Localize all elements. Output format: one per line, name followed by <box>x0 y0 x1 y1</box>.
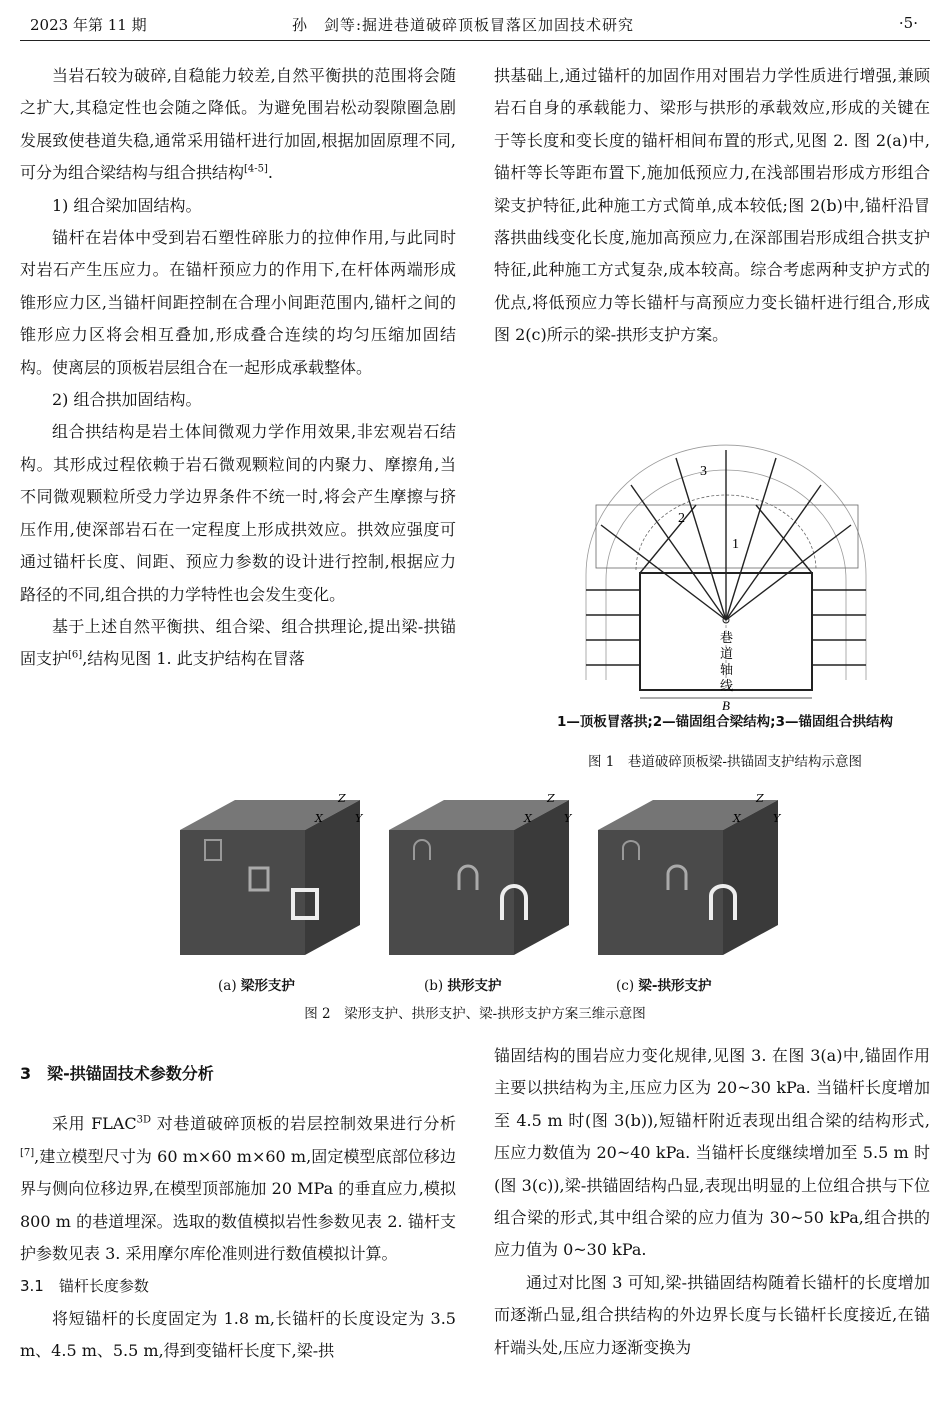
superscript: 3D <box>136 1115 151 1127</box>
subcaption-tag: (b) <box>424 978 444 994</box>
subcaption-label: 梁形支护 <box>240 978 295 994</box>
subsection-title: 3.1 锚杆长度参数 <box>20 1277 149 1296</box>
figure2-subcaption-b <box>424 974 501 994</box>
figure2-panel-a <box>175 790 375 960</box>
figure1-diagram <box>556 430 896 730</box>
subheading-beam: 1) 组合梁加固结构。 <box>52 195 202 215</box>
paragraph: 拱基础上,通过锚杆的加固作用对围岩力学性质进行增强,兼顾岩石自身的承载能力、梁形与拱形的承载效应,形成的关键在于等长度和变长度的锚杆相间布置的形式,见图 2. 图 2(a)中,锚杆等长等距布置下,施加低预应力,在浅部围岩形成方形组合梁支护特征,此种施工方式简单,成本较低;图 2(b)中,锚杆沿冒落拱曲线变化长度,施加高预应力,在深部围岩形成组合拱支护特征,此种施工方式复杂,成本较高。综合考虑两种支护方式的优点,将低预应力等长锚杆与高预应力变长锚杆进行组合,形成图 2(c)所示的梁-拱形支护方案。 <box>494 66 930 345</box>
axis-x-label: X <box>733 812 741 825</box>
paragraph: 锚固结构的围岩应力变化规律,见图 3. 在图 3(a)中,锚固作用主要以拱结构为主,压应力区为 20~30 kPa. 当锚杆长度增加至 4.5 m 时(图 3(b)),短锚杆附近表现出组合梁的结构形式,压应力数值为 20~40 kPa. 当锚杆长度继续增加至 5.5 m 时(图 3(c)),梁-拱锚固结构凸显,表现出明显的上位组合拱与下位组合梁的形式,其中组合梁的应力值为 30~50 kPa,组合拱的应力值为 0~30 kPa. <box>494 1046 930 1260</box>
paragraph <box>20 60 456 190</box>
journal-issue: 2023 年第 11 期 <box>30 16 147 34</box>
figure1-caption: 图 1 巷道破碎顶板梁-拱锚固支护结构示意图 <box>588 754 862 770</box>
axis-label-char: 线 <box>720 679 734 694</box>
paragraph-text: 当岩石较为破碎,自稳能力较差,自然平衡拱的范围将会随之扩大,其稳定性也会随之降低。为避免围岩松动裂隙圈急剧发展致使巷道失稳,通常采用锚杆进行加固,根据加固原理不同,可分为组合梁结构与组合拱结构 <box>20 66 456 183</box>
paragraph <box>20 611 456 676</box>
axis-y-label: Y <box>564 812 572 825</box>
width-label: B <box>722 698 730 713</box>
figure2-panel-c <box>593 790 793 960</box>
running-title: 孙 剑等:掘进巷道破碎顶板冒落区加固技术研究 <box>292 16 635 34</box>
figure2-caption: 图 2 梁形支护、拱形支护、梁-拱形支护方案三维示意图 <box>304 1006 646 1022</box>
zone-label-3: 3 <box>700 464 707 479</box>
paragraph-text: . <box>267 163 274 183</box>
subcaption-tag: (c) <box>616 978 635 994</box>
figure1-legend: 1—顶板冒落拱;2—锚固组合梁结构;3—锚固组合拱结构 <box>557 714 893 730</box>
paragraph: 锚杆在岩体中受到岩石塑性碎胀力的拉伸作用,与此同时对岩石产生压应力。在锚杆预应力的作用下,在杆体两端形成锥形应力区,当锚杆间距控制在合理小间距范围内,锚杆之间的锥形应力区将会相互叠加,形成叠合连续的均匀压缩加固结构。使离层的顶板岩层组合在一起形成承载整体。 <box>20 228 456 377</box>
paragraph: 组合拱结构是岩土体间微观力学作用效果,非宏观岩石结构。其形成过程依赖于岩石微观颗粒间的内聚力、摩擦角,当不同微观颗粒所受力学边界条件不统一时,将会产生摩擦与挤压作用,使深部岩石在一定程度上形成拱效应。拱效应强度可通过锚杆长度、间距、预应力参数的设计进行控制,根据应力路径的不同,组合拱的力学特性也会发生变化。 <box>20 422 456 604</box>
figure2-subcaption-c <box>616 974 712 994</box>
figure2-panel-b <box>384 790 584 960</box>
paragraph-text: 采用 FLAC <box>52 1114 137 1134</box>
page-number: ·5· <box>898 14 918 32</box>
axis-label-char: 巷 <box>720 631 734 646</box>
figure2-subcaption-a <box>218 974 295 994</box>
axis-z-label: Z <box>756 792 764 805</box>
paragraph: 将短锚杆的长度固定为 1.8 m,长锚杆的长度设定为 3.5 m、4.5 m、5.5 m,得到变锚杆长度下,梁-拱 <box>20 1308 456 1361</box>
section-title: 3 梁-拱锚固技术参数分析 <box>20 1064 214 1083</box>
paragraph-text: 对巷道破碎顶板的岩层控制效果进行分析 <box>151 1114 456 1134</box>
citation: [4-5] <box>244 163 268 175</box>
zone-label-2: 2 <box>678 511 685 526</box>
paragraph-text: 基于上述自然平衡拱、组合梁、组合拱理论,提出梁-拱锚固支护 <box>20 616 456 669</box>
subcaption-tag: (a) <box>218 978 237 994</box>
subcaption-label: 拱形支护 <box>447 978 502 994</box>
axis-x-label: X <box>315 812 323 825</box>
paragraph: 通过对比图 3 可知,梁-拱锚固结构随着长锚杆的长度增加而逐渐凸显,组合拱结构的外边界长度与长锚杆长度接近,在锚杆端头处,压应力逐渐变换为 <box>494 1272 930 1357</box>
citation: [7] <box>20 1147 35 1159</box>
paragraph-text: ,结构见图 1. 此支护结构在冒落 <box>82 649 305 669</box>
subheading-arch: 2) 组合拱加固结构。 <box>52 390 202 410</box>
citation: [6] <box>68 649 83 661</box>
left-column-bottom <box>20 1058 456 1368</box>
axis-label-char: 道 <box>720 647 734 662</box>
header-rule <box>20 40 930 41</box>
axis-y-label: Y <box>355 812 363 825</box>
axis-z-label: Z <box>547 792 555 805</box>
axis-x-label: X <box>524 812 532 825</box>
right-column-bottom <box>494 1040 930 1364</box>
paragraph-text: ,建立模型尺寸为 60 m×60 m×60 m,固定模型底部位移边界与侧向位移边界,在模型顶部施加 20 MPa 的垂直应力,模拟 800 m 的巷道埋深。选取的数值模拟岩性参数见表 2. 锚杆支护参数见表 3. 采用摩尔库伦准则进行数值模拟计算。 <box>20 1146 456 1264</box>
axis-label-char: 轴 <box>720 663 734 678</box>
axis-y-label: Y <box>773 812 781 825</box>
axis-z-label: Z <box>338 792 346 805</box>
left-column-top <box>20 60 456 676</box>
subcaption-label: 梁-拱形支护 <box>638 978 712 994</box>
paragraph <box>20 1108 456 1270</box>
zone-label-1: 1 <box>732 537 739 552</box>
right-column-top <box>494 60 930 352</box>
